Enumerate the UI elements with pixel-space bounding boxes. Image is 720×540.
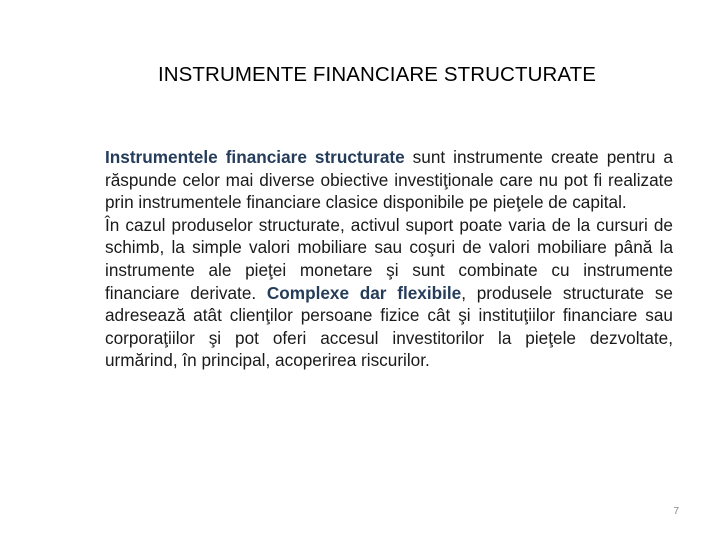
details-text-after: , produsele structurate se adresează atât clienţilor persoane fizice cât şi instituţiilor financiare sau corporaţiilor şi pot oferi accesul investitorilor la pieţele dezvoltate, urmărind, în principal, acoperirea riscurilor. [105, 282, 673, 371]
definition-text: sunt instrumente create pentru a răspunde celor mai diverse obiective investiţionale care nu pot fi realizate prin instrumentele financiare clasice disponibile pe pieţele de capital. [105, 147, 673, 213]
slide-title-text: INSTRUMENTE FINANCIARE STRUCTURATE [157, 63, 597, 86]
slide-body [105, 146, 673, 372]
paragraph-definition [105, 146, 673, 214]
highlight-phrase: Complexe dar flexibile [266, 282, 462, 303]
slide-title [0, 63, 720, 87]
details-text-before: În cazul produselor structurate, activul suport poate varia de la cursuri de schimb, la simple valori mobiliare sau coşuri de valori mobiliare până la instrumente ale pieţei monetare şi sunt combinate cu instrumente financiare derivate. [105, 214, 673, 303]
paragraph-details [105, 214, 673, 372]
page-number: 7 [673, 506, 679, 517]
highlight-term: Instrumentele financiare structurate [105, 147, 405, 167]
